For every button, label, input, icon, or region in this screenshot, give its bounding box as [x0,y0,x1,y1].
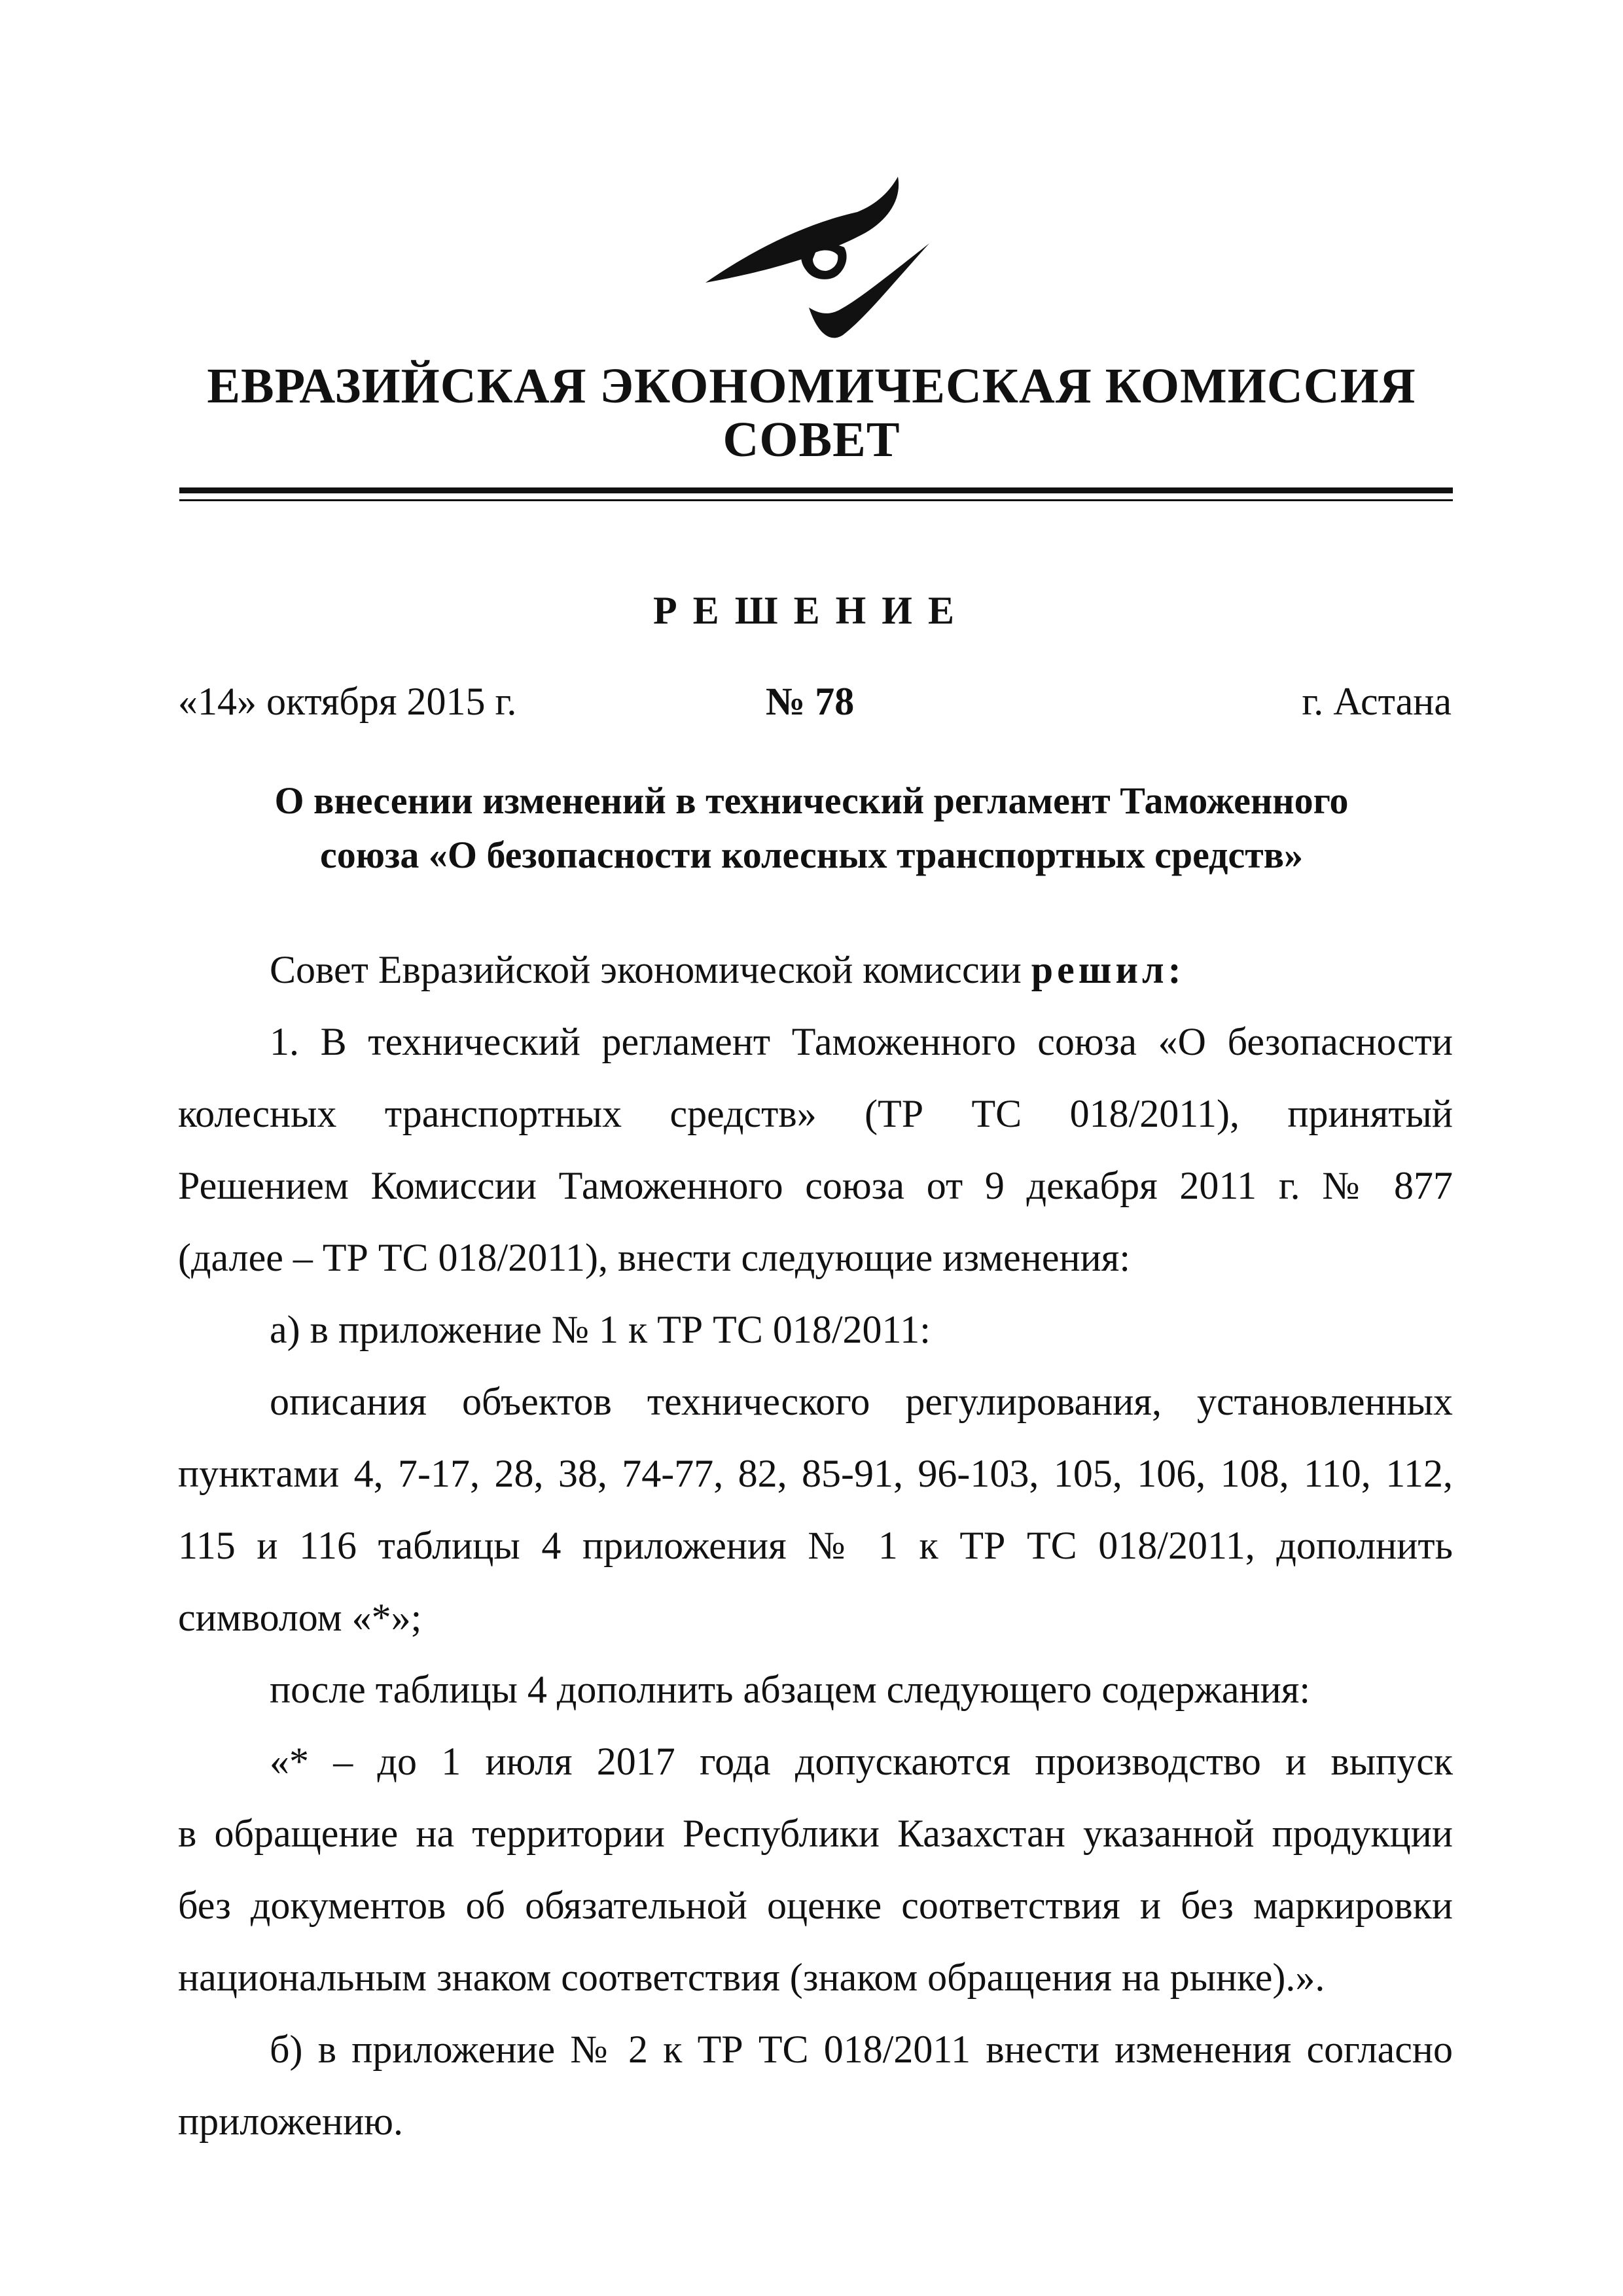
paragraph-line: Решением Комиссии Таможенного союза от 9 декабря 2011 г. № 877 [178,1164,1453,1207]
document-subject: союза «О безопасности колесных транспортных средств» [319,834,1304,876]
header-divider [179,487,1453,493]
paragraph-line: описания объектов технического регулирования, установленных [270,1380,1453,1423]
paragraph-line: колесных транспортных средств» (ТР ТС 018/2011), принятый [178,1092,1453,1135]
paragraph-line: 115 и 116 таблицы 4 приложения № 1 к ТР ТС 018/2011, дополнить [178,1524,1453,1567]
paragraph-line: 1. В технический регламент Таможенного союза «О безопасности [270,1020,1453,1063]
paragraph-line: б) в приложение № 2 к ТР ТС 018/2011 внести изменения согласно [270,2028,1453,2071]
paragraph-line: (далее – ТР ТС 018/2011), внести следующие изменения: [178,1236,1130,1279]
paragraph-line: в обращение на территории Республики Казахстан указанной продукции [178,1812,1453,1855]
intro-paragraph [270,950,1185,989]
document-date: «14» октября 2015 г. [178,680,517,723]
header-divider-thin [179,499,1453,501]
paragraph-line: «* – до 1 июля 2017 года допускаются производство и выпуск [270,1740,1453,1783]
paragraph-line: без документов об обязательной оценке соответствия и без маркировки [178,1884,1453,1927]
eec-emblem-icon [694,171,942,348]
paragraph-line: приложению. [178,2100,404,2143]
paragraph-line: после таблицы 4 дополнить абзацем следующего содержания: [270,1668,1311,1711]
document-number: № 78 [766,680,855,723]
document-place: г. Астана [1302,680,1452,723]
intro-text: Совет Евразийской экономической комиссии [270,948,1031,991]
paragraph-line: национальным знаком соответствия (знаком обращения на рынке).». [178,1956,1325,1999]
paragraph-line: пунктами 4, 7-17, 28, 38, 74-77, 82, 85-91, 96-103, 105, 106, 108, 110, 112, [178,1452,1453,1495]
paragraph-line: символом «*»; [178,1596,422,1639]
decided-word: решил: [1031,948,1185,991]
document-subject: О внесении изменений в технический регламент Таможенного [274,779,1349,822]
org-name: ЕВРАЗИЙСКАЯ ЭКОНОМИЧЕСКАЯ КОМИССИЯ [207,359,1416,414]
org-body-name: СОВЕТ [722,412,901,467]
document-type: РЕШЕНИЕ [653,589,970,632]
paragraph-line: а) в приложение № 1 к ТР ТС 018/2011: [270,1308,931,1351]
